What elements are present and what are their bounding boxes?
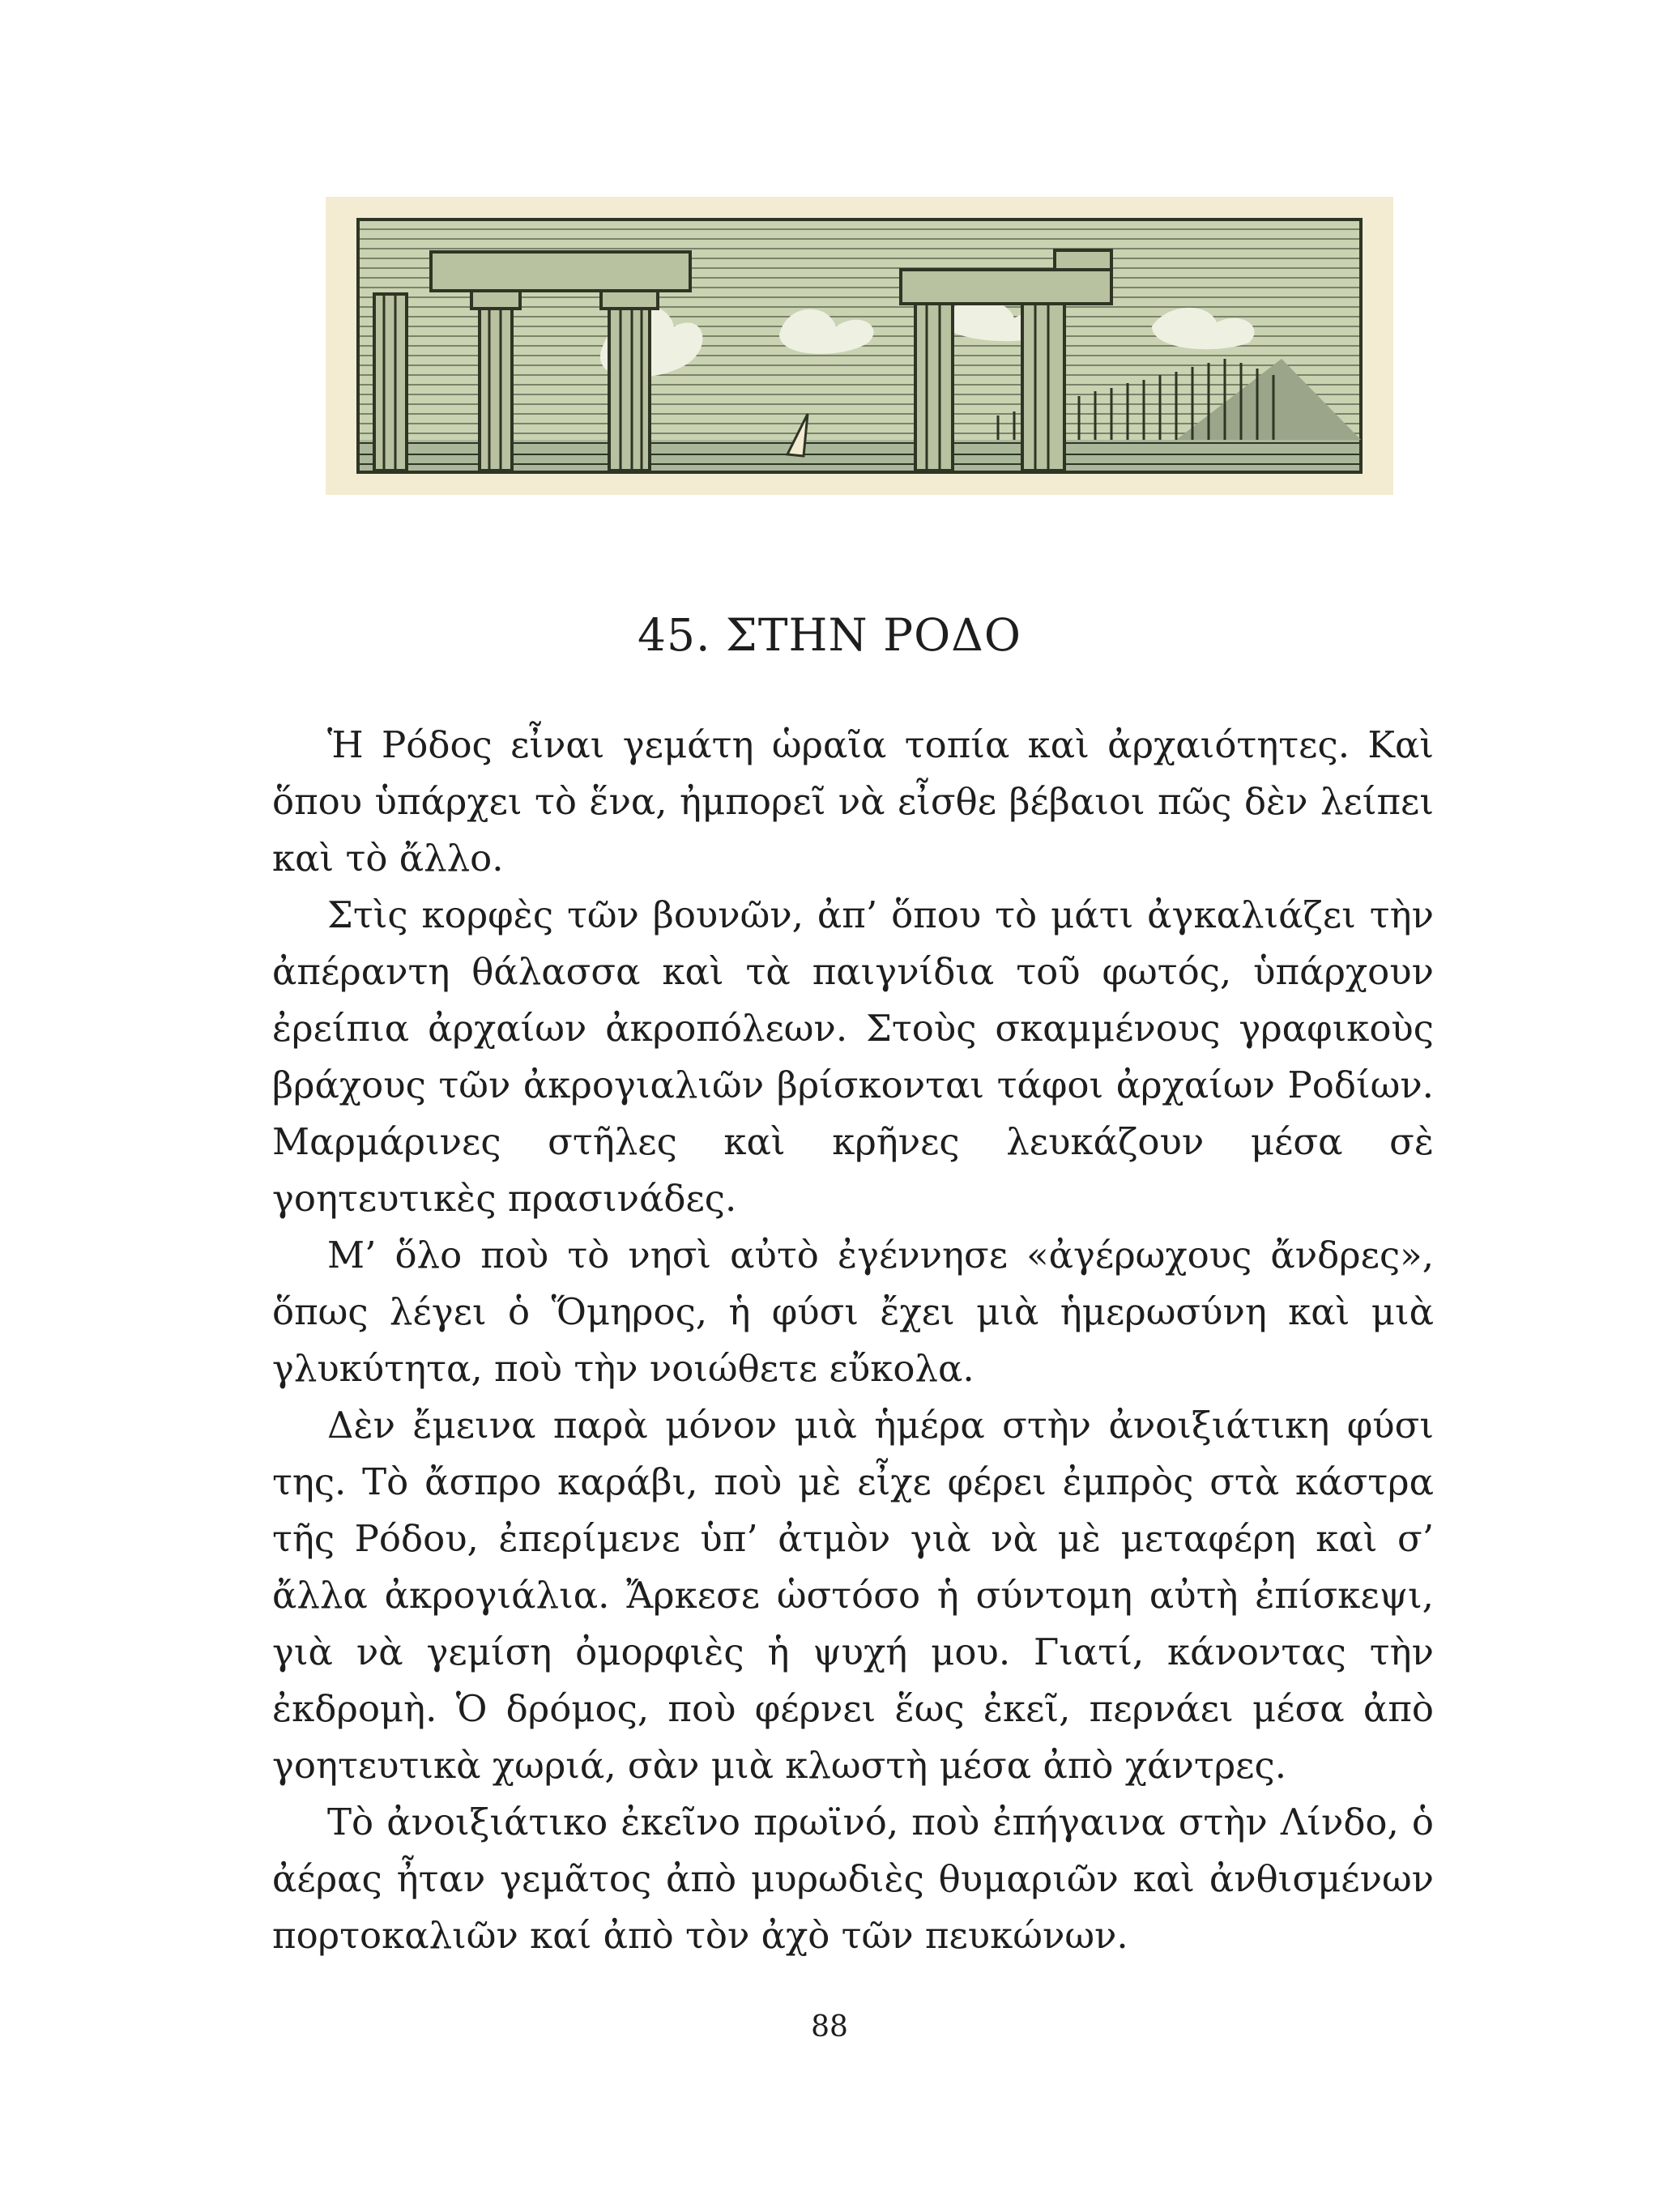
chapter-title: 45. ΣΤΗΝ ΡΟΔΟ: [637, 609, 1021, 661]
paragraph: Τὸ ἀνοιξιάτικο ἐκεῖνο πρωϊνό, ποὺ ἐπήγαινα στὴν Λίνδο, ὁ ἀέρας ἦταν γεμᾶτος ἀπὸ μυρωδιὲς θυμαριῶν καὶ ἀνθισμένων πορτοκαλιῶν καί ἀπὸ τὸν ἀχὸ τῶν πευκώνων.: [272, 1801, 1434, 1957]
paragraph: Ἡ Ρόδος εἶναι γεμάτη ὡραῖα τοπία καὶ ἀρχαιότητες. Καὶ ὅπου ὑπάρχει τὸ ἕνα, ἠμπορεῖ νὰ εἶσθε βέβαιοι πῶς δὲν λείπει καὶ τὸ ἄλλο.: [272, 723, 1434, 880]
page-number: 88: [811, 2010, 848, 2044]
paragraph: Στὶς κορφὲς τῶν βουνῶν, ἀπ’ ὅπου τὸ μάτι ἀγκαλιάζει τὴν ἀπέραντη θάλασσα καὶ τὰ παιγνίδια τοῦ φωτός, ὑπάρχουν ἐρείπια ἀρχαίων ἀκροπόλεων. Στοὺς σκαμμένους γραφικοὺς βράχους τῶν ἀκρογιαλιῶν βρίσκονται τάφοι ἀρχαίων Ροδίων. Μαρμάρινες στῆλες καὶ κρῆνες λευκάζουν μέσα σὲ γοητευτικὲς πρασινάδες.: [272, 893, 1434, 1220]
ancient-ruins-columns-illustration: [326, 197, 1393, 495]
body-text: [272, 717, 1434, 1964]
ruins-illustration-svg: [326, 197, 1393, 495]
paragraph: Δὲν ἔμεινα παρὰ μόνον μιὰ ἡμέρα στὴν ἀνοιξιάτικη φύσι της. Τὸ ἄσπρο καράβι, ποὺ μὲ εἶχε φέρει ἐμπρὸς στὰ κάστρα τῆς Ρόδου, ἐπερίμενε ὑπ’ ἀτμὸν γιὰ νὰ μὲ μεταφέρη καὶ σ’ ἄλλα ἀκρογιάλια. Ἄρκεσε ὡστόσο ἡ σύντομη αὐτὴ ἐπίσκεψι, γιὰ νὰ γεμίση ὀμορφιὲς ἡ ψυχή μου. Γιατί, κάνοντας τὴν ἐκδρομὴ. Ὁ δρόμος, ποὺ φέρνει ἕως ἐκεῖ, περνάει μέσα ἀπὸ γοητευτικὰ χωριά, σὰν μιὰ κλωστὴ μέσα ἀπὸ χάντρες.: [272, 1404, 1434, 1787]
paragraph: Μ’ ὅλο ποὺ τὸ νησὶ αὐτὸ ἐγέννησε «ἀγέρωχους ἄνδρες», ὅπως λέγει ὁ Ὅμηρος, ἡ φύσι ἔχει μιὰ ἡμερωσύνη καὶ μιὰ γλυκύτητα, ποὺ τὴν νοιώθετε εὔκολα.: [272, 1234, 1434, 1390]
